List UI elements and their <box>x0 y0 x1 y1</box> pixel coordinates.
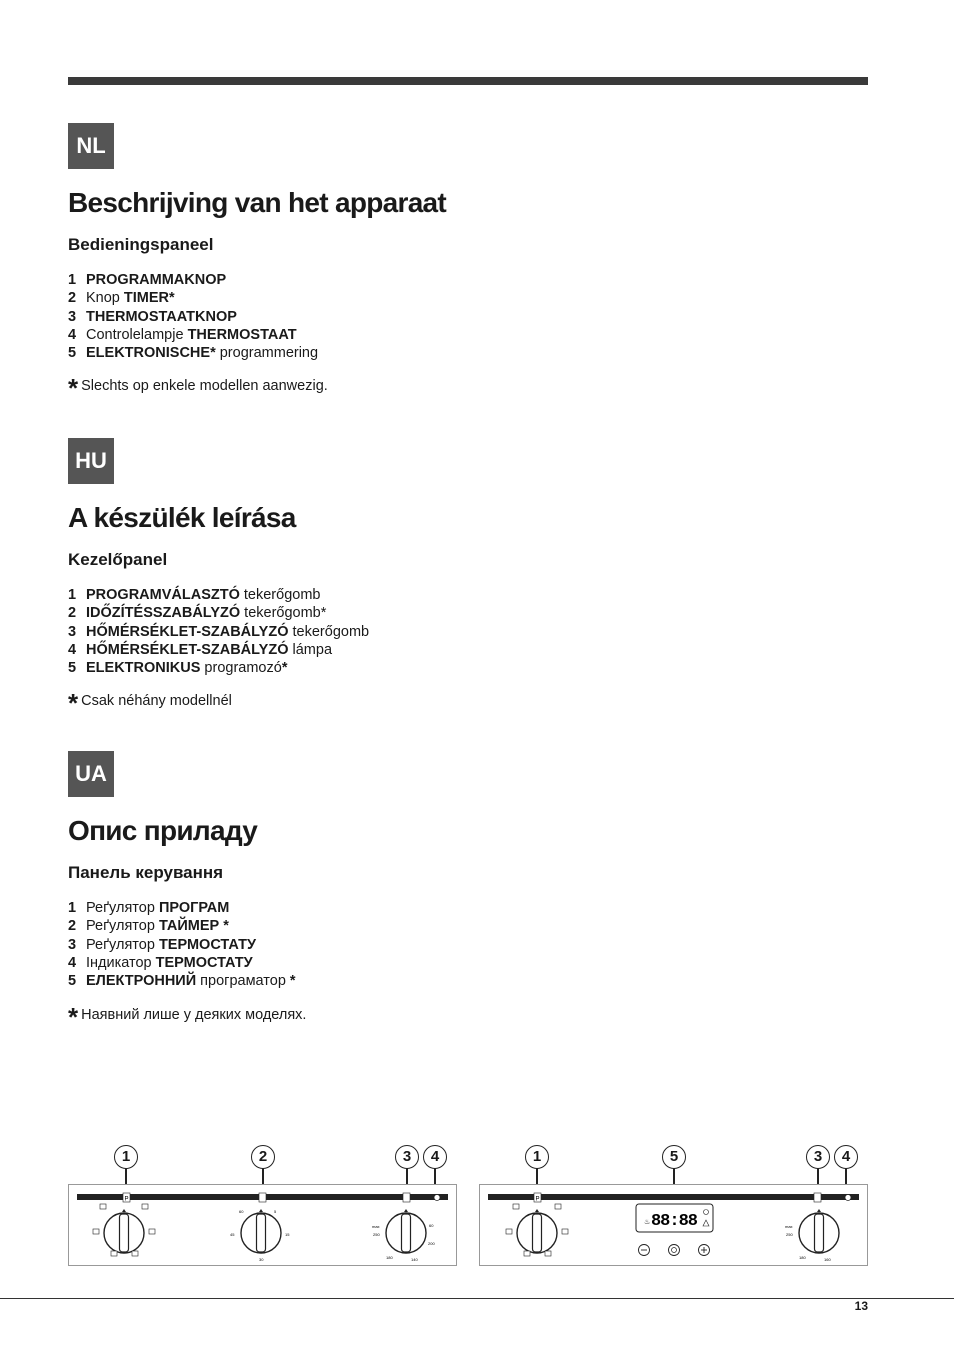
item-text: Реґулятор <box>86 936 159 953</box>
list-item <box>68 344 318 362</box>
language-badge-ua: UA <box>68 751 114 797</box>
item-text: tekerőgomb* <box>240 605 327 622</box>
display-digits: 88:88 <box>650 1212 698 1231</box>
footnote-nl <box>68 373 328 404</box>
item-term: THERMOSTAAT <box>187 326 297 343</box>
timer-tick-60: 60 <box>239 1209 244 1214</box>
temp-tick-180: 180 <box>799 1255 806 1260</box>
function-icon <box>93 1229 99 1234</box>
language-badge-nl: NL <box>68 123 114 169</box>
language-badge-hu: HU <box>68 438 114 484</box>
asterisk: * <box>68 373 79 403</box>
callout-left-3: 3 <box>395 1145 419 1169</box>
function-icon <box>524 1251 530 1256</box>
item-term: TIMER* <box>123 290 175 307</box>
item-term: ТЕРМОСТАТУ <box>155 954 253 971</box>
item-term: PROGRAMVÁLASZTÓ <box>86 587 240 603</box>
thermostat-lamp-icon <box>845 1195 851 1201</box>
temp-tick-max: max <box>372 1224 380 1229</box>
list-item <box>68 326 318 344</box>
thermostat-knob <box>785 1209 839 1262</box>
item-text: tekerőgomb <box>239 587 321 603</box>
section-nl <box>68 123 888 413</box>
bottom-rule <box>0 1298 954 1299</box>
section-title-hu: A készülék leírása <box>68 502 296 533</box>
thermostat-knob <box>372 1209 435 1262</box>
item-number: 4 <box>68 641 77 658</box>
list-item <box>68 586 369 604</box>
section-hu <box>68 438 888 728</box>
item-text: Knop <box>86 290 124 307</box>
callout-left-2: 2 <box>251 1145 275 1169</box>
list-item <box>68 289 318 307</box>
top-rule <box>68 77 868 85</box>
item-number: 2 <box>68 605 77 622</box>
temp-tick-max: max <box>785 1224 793 1229</box>
list-item <box>68 604 369 622</box>
item-text: Реґулятор <box>86 918 159 935</box>
list-item <box>68 917 296 935</box>
item-number: 2 <box>68 918 77 935</box>
clock-button-icon <box>669 1245 680 1256</box>
list-item <box>68 271 318 289</box>
section-subtitle-ua: Панель керування <box>68 863 224 882</box>
callout-left-1: 1 <box>114 1145 138 1169</box>
cooking-icon: ♨ <box>644 1219 651 1226</box>
component-list-nl <box>68 271 318 362</box>
item-number: 3 <box>68 308 77 325</box>
thermometer-indicator-icon <box>814 1193 821 1202</box>
timer-knob <box>230 1209 290 1262</box>
page-number: 13 <box>854 1299 868 1313</box>
section-subtitle-hu: Kezelőpanel <box>68 550 168 569</box>
function-icon <box>111 1251 117 1256</box>
item-term: * <box>281 660 288 677</box>
function-icon <box>132 1251 138 1256</box>
item-number: 4 <box>68 326 77 343</box>
section-title-ua: Опис приладу <box>68 815 258 846</box>
callout-right-1: 1 <box>525 1145 549 1169</box>
list-item <box>68 641 369 659</box>
section-subtitle-nl: Bedieningspaneel <box>68 235 214 254</box>
item-term: ЕЛЕКТРОННИЙ <box>86 973 197 990</box>
list-item <box>68 936 296 954</box>
list-item <box>68 972 296 990</box>
timer-tick-30: 30 <box>259 1257 264 1262</box>
control-panel-right <box>479 1184 868 1266</box>
item-number: 5 <box>68 660 77 677</box>
item-term: ТАЙМЕР * <box>158 918 229 935</box>
asterisk: * <box>68 1002 79 1032</box>
item-text: lámpa <box>288 641 333 658</box>
temp-tick-180: 180 <box>386 1255 393 1260</box>
item-number: 1 <box>68 272 77 288</box>
program-label: P <box>124 1196 129 1203</box>
footnote-ua <box>68 1002 306 1033</box>
item-number: 1 <box>68 587 77 603</box>
footnote-text: Наявний лише у деяких моделях. <box>81 1007 307 1023</box>
list-item <box>68 623 369 641</box>
program-knob <box>506 1204 568 1256</box>
item-number: 3 <box>68 623 77 640</box>
function-icon <box>506 1229 512 1234</box>
function-icon <box>142 1204 148 1209</box>
control-panel-right-drawing <box>480 1185 869 1267</box>
list-item <box>68 954 296 972</box>
program-knob <box>93 1204 155 1256</box>
item-term: ПРОГРАМ <box>158 900 230 916</box>
item-term: ELEKTRONIKUS <box>86 660 201 677</box>
item-number: 2 <box>68 290 77 307</box>
item-term: THERMOSTAATKNOP <box>86 308 237 325</box>
electronic-programmer <box>636 1204 713 1256</box>
item-number: 1 <box>68 900 77 916</box>
item-number: 3 <box>68 936 77 953</box>
item-term: HŐMÉRSÉKLET-SZABÁLYZÓ <box>86 641 289 658</box>
control-panel-left-drawing <box>69 1185 458 1267</box>
temp-tick-160: 160 <box>824 1257 831 1262</box>
item-number: 5 <box>68 973 77 990</box>
item-text: programozó <box>200 660 282 677</box>
footnote-text: Csak néhány modellnél <box>81 693 232 709</box>
thermometer-indicator-icon <box>403 1193 410 1202</box>
temp-tick-250: 250 <box>373 1232 380 1237</box>
item-text: програматор <box>196 973 290 990</box>
list-item <box>68 659 369 677</box>
callout-left-4: 4 <box>423 1145 447 1169</box>
item-number: 4 <box>68 954 77 971</box>
timer-tick-45: 45 <box>230 1232 235 1237</box>
item-number: 5 <box>68 345 77 362</box>
item-term: ТЕРМОСТАТУ <box>158 936 256 953</box>
asterisk: * <box>68 688 79 718</box>
callout-right-3: 3 <box>806 1145 830 1169</box>
temp-tick-60: 60 <box>429 1223 434 1228</box>
control-panel-left <box>68 1184 457 1266</box>
component-list-hu <box>68 586 369 677</box>
item-text: Controlelampje <box>86 326 188 343</box>
item-text: Індикатор <box>86 954 156 971</box>
component-list-ua <box>68 899 296 990</box>
function-icon <box>149 1229 155 1234</box>
callout-right-5: 5 <box>662 1145 686 1169</box>
item-term: IDŐZÍTÉSSZABÁLYZÓ <box>86 605 241 622</box>
item-text: programmering <box>215 345 319 362</box>
temp-tick-250: 250 <box>786 1232 793 1237</box>
function-icon <box>513 1204 519 1209</box>
item-term: * <box>289 973 296 990</box>
function-icon <box>562 1229 568 1234</box>
thermostat-lamp-icon <box>434 1195 440 1201</box>
timer-tick-15: 15 <box>285 1232 290 1237</box>
function-icon <box>555 1204 561 1209</box>
footnote-text: Slechts op enkele modellen aanwezig. <box>81 378 328 394</box>
item-text: tekerőgomb <box>288 623 370 640</box>
item-term: HŐMÉRSÉKLET-SZABÁLYZÓ <box>86 623 289 640</box>
item-text: Реґулятор <box>86 900 159 916</box>
function-icon <box>545 1251 551 1256</box>
section-ua <box>68 751 888 1041</box>
section-title-nl: Beschrijving van het apparaat <box>68 187 447 218</box>
function-icon <box>100 1204 106 1209</box>
footnote-hu <box>68 688 232 719</box>
temp-tick-140: 140 <box>411 1257 418 1262</box>
temp-tick-100: 200 <box>428 1241 435 1246</box>
list-item <box>68 308 318 326</box>
timer-indicator-icon <box>259 1193 266 1202</box>
item-term: ELEKTRONISCHE* <box>86 345 216 362</box>
callout-right-4: 4 <box>834 1145 858 1169</box>
timer-tick-5: 5 <box>274 1209 277 1214</box>
list-item <box>68 899 296 917</box>
item-term: PROGRAMMAKNOP <box>86 272 227 288</box>
program-label: P <box>535 1196 540 1203</box>
